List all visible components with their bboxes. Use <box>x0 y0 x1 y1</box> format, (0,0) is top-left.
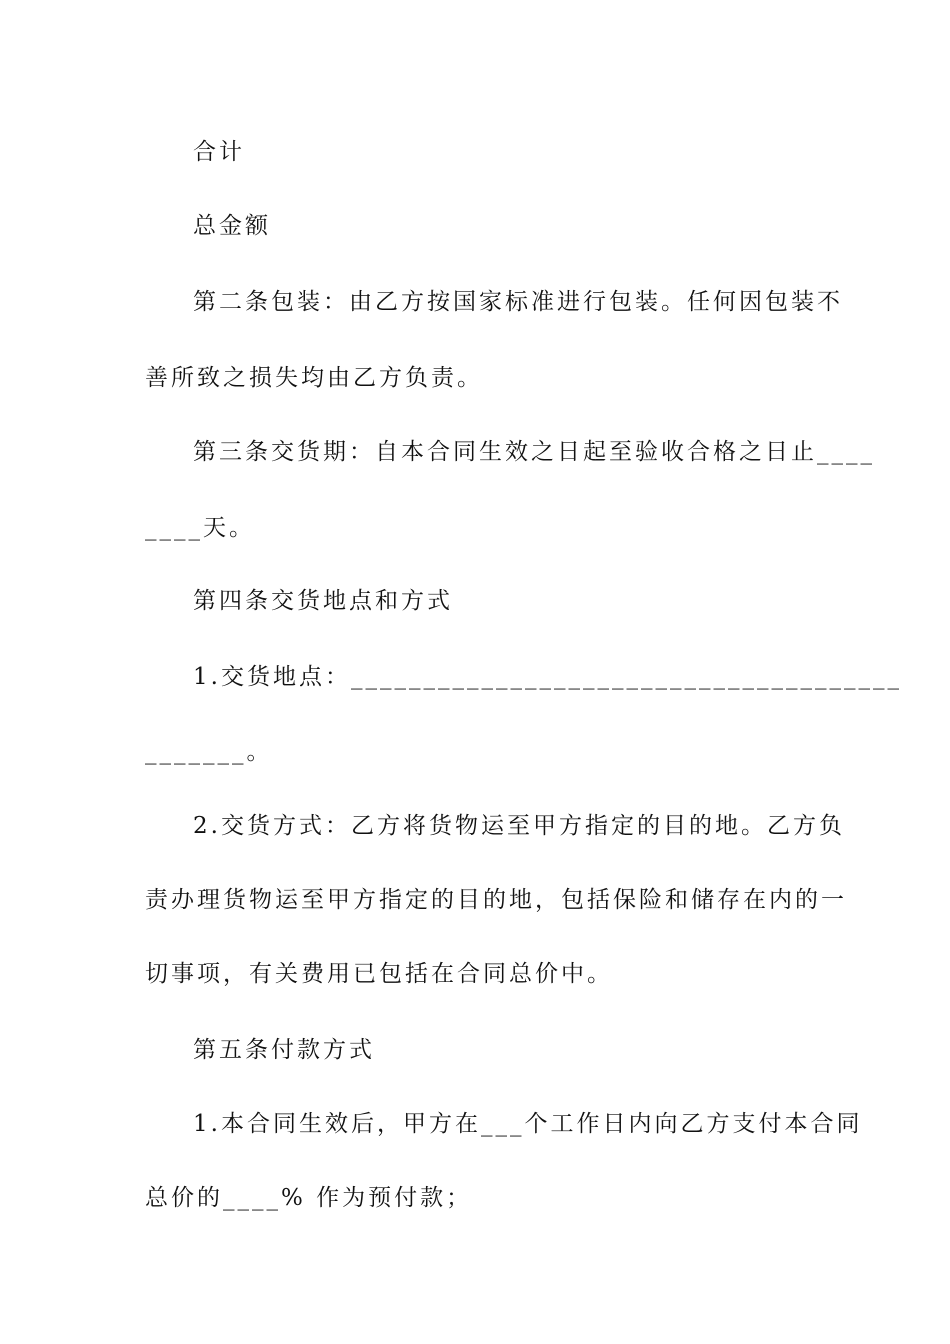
delivery-method-line-3: 切事项，有关费用已包括在合同总价中。 <box>145 961 613 987</box>
article-four-heading: 第四条交货地点和方式 <box>193 588 453 614</box>
delivery-location-line-1: 1.交货地点：______________________________________ <box>193 664 902 690</box>
delivery-method-line-2: 责办理货物运至甲方指定的目的地，包括保险和储存在内的一 <box>145 887 847 913</box>
payment-term-line-1: 1.本合同生效后，甲方在___个工作日内向乙方支付本合同 <box>193 1111 863 1137</box>
heading-total-amount: 总金额 <box>193 213 271 239</box>
heading-total: 合计 <box>193 139 245 165</box>
article-three-delivery-period-line-1: 第三条交货期：自本合同生效之日起至验收合格之日止____ <box>193 439 875 465</box>
delivery-location-line-2: _______。 <box>145 739 273 765</box>
payment-term-line-2: 总价的____% 作为预付款； <box>145 1185 473 1211</box>
article-three-delivery-period-line-2: ____天。 <box>145 515 255 541</box>
article-five-heading: 第五条付款方式 <box>193 1037 375 1063</box>
delivery-method-line-1: 2.交货方式：乙方将货物运至甲方指定的目的地。乙方负 <box>193 813 845 839</box>
article-two-packaging-line-1: 第二条包装：由乙方按国家标准进行包装。任何因包装不 <box>193 289 843 315</box>
article-two-packaging-line-2: 善所致之损失均由乙方负责。 <box>145 365 483 391</box>
